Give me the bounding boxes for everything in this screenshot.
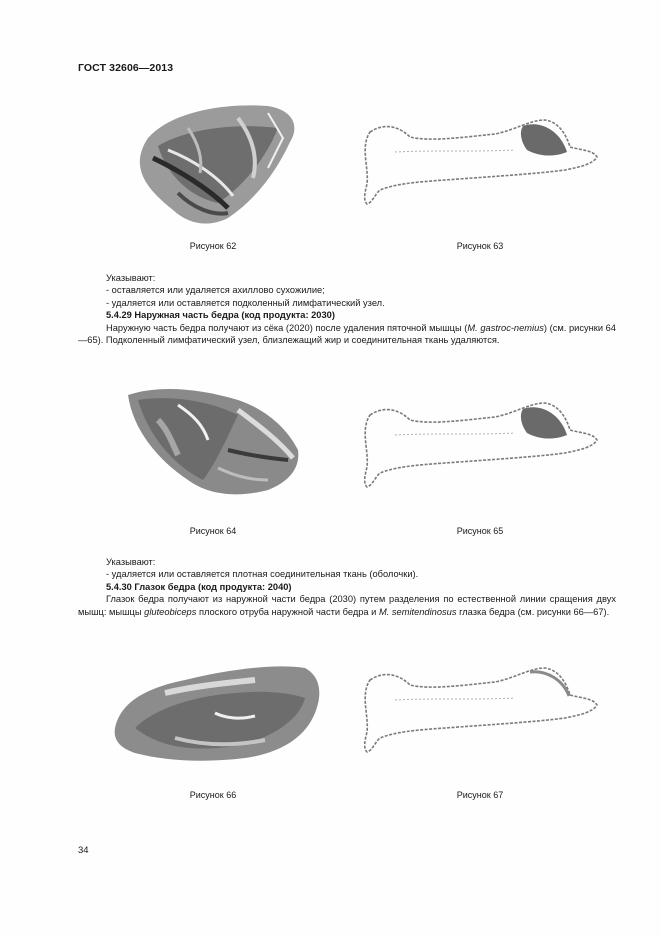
instruction-intro: Указывают: <box>106 557 156 567</box>
paragraph-text: глазка бедра (см. рисунки 66—67). <box>456 606 610 617</box>
figure-67-outline-diagram <box>355 660 600 760</box>
figure-67-caption: Рисунок 67 <box>456 790 504 800</box>
figure-65-outline-diagram <box>355 395 600 495</box>
bullet-item: - удаляется или оставляется плотная соединительная ткань (оболочки). <box>106 569 419 580</box>
paragraph-text: Глазок бедра получают из наружной части бедра (2030) путем разделения по естественной линии сращения двух мышц: мышцы <box>78 594 616 617</box>
section-heading-5-4-30: 5.4.30 Глазок бедра (код продукта: 2040) <box>106 581 292 592</box>
figure-66-meat-image <box>105 658 325 768</box>
figure-62-meat-image <box>118 98 308 230</box>
section-paragraph <box>78 322 616 347</box>
figure-64-caption: Рисунок 64 <box>189 526 237 536</box>
latin-term: M. gastroc-nemius <box>467 322 544 333</box>
section-text-1 <box>78 272 616 346</box>
section-paragraph <box>78 593 616 618</box>
section-text-2 <box>78 556 616 618</box>
paragraph-text: плоского отруба наружной части бедра и <box>196 606 379 617</box>
document-header: ГОСТ 32606—2013 <box>78 62 174 74</box>
bullet-item: - удаляется или оставляется подколенный лимфатический узел. <box>106 297 385 308</box>
page-number: 34 <box>78 845 89 856</box>
instruction-intro: Указывают: <box>106 273 156 283</box>
figure-63-caption: Рисунок 63 <box>456 241 504 251</box>
figure-63-outline-diagram <box>355 112 600 212</box>
paragraph-text: Наружную часть бедра получают из сёка (2020) после удаления пяточной мышцы ( <box>106 322 468 333</box>
paragraph-text: ) (см. рисунки 64—65). Подколенный лимфатический узел, близлежащий жир и соединительная ткань удаляются. <box>78 322 616 346</box>
latin-term: gluteobiceps <box>144 606 197 617</box>
figure-66-caption: Рисунок 66 <box>189 790 237 800</box>
figure-62-caption: Рисунок 62 <box>189 241 237 251</box>
figure-64-meat-image <box>118 380 308 500</box>
bullet-item: - оставляется или удаляется ахиллово сухожилие; <box>106 285 325 296</box>
figure-65-caption: Рисунок 65 <box>456 526 504 536</box>
latin-term: M. semitendinosus <box>378 606 457 617</box>
section-heading-5-4-29: 5.4.29 Наружная часть бедра (код продукта: 2030) <box>106 310 335 321</box>
